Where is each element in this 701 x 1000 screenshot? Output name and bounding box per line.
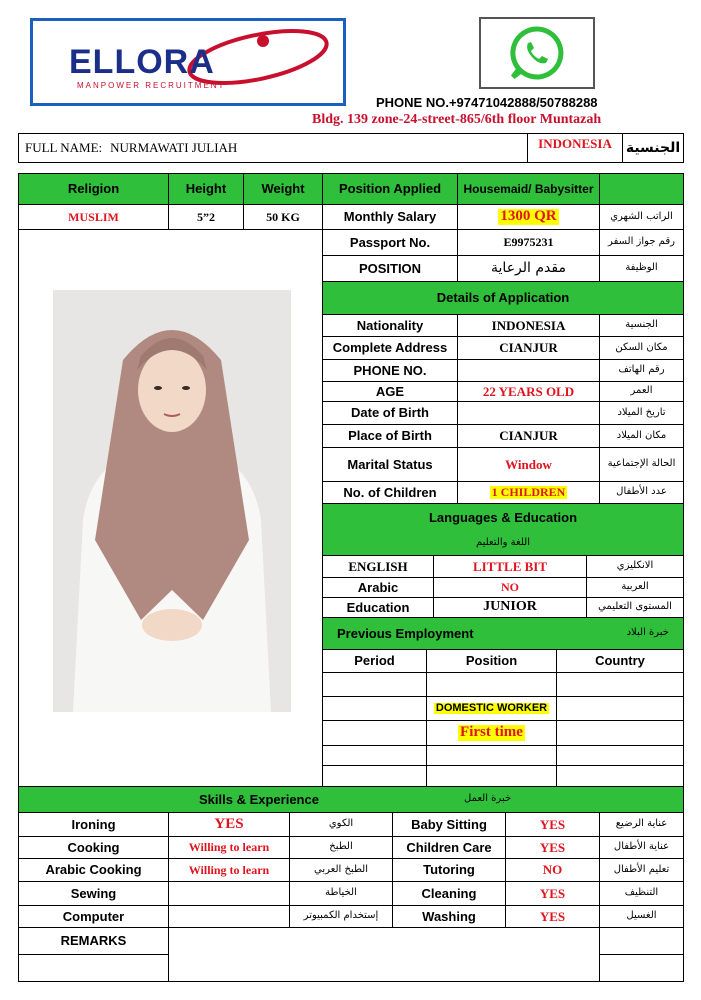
header-height: Height [168, 173, 244, 205]
marital-ar: الحالة الإجتماعية [599, 447, 684, 482]
skill-babysitting-ar: عناية الرضيع [599, 812, 684, 837]
skill-cleaning-label: Cleaning [392, 881, 506, 906]
employment-col-period: Period [322, 649, 427, 673]
religion-value: MUSLIM [18, 204, 169, 230]
passport-value: E9975231 [457, 229, 600, 256]
employment-col-position: Position [426, 649, 557, 673]
remarks-input[interactable] [168, 927, 600, 982]
employment-cell [322, 720, 427, 746]
skill-ironing-label: Ironing [18, 812, 169, 837]
english-value: LITTLE BIT [433, 555, 587, 578]
employment-heading: Previous Employment [337, 625, 474, 641]
full-name-label: FULL NAME: [25, 140, 103, 156]
remarks-cell [18, 954, 169, 982]
children-ar: عدد الأطفال [599, 481, 684, 504]
salary-label: Monthly Salary [322, 204, 458, 230]
salary-cell [457, 204, 600, 230]
weight-value: 50 KG [243, 204, 323, 230]
phone-value [457, 359, 600, 382]
skill-washing-label: Washing [392, 905, 506, 928]
skill-childcare-value: YES [505, 836, 600, 859]
employment-position-value: DOMESTIC WORKER [435, 701, 548, 714]
birthplace-ar: مكان الميلاد [599, 424, 684, 448]
skill-cleaning-ar: التنظيف [599, 881, 684, 906]
skill-arabic-cooking-label: Arabic Cooking [18, 858, 169, 882]
employment-cell [556, 720, 684, 746]
skill-cooking-label: Cooking [18, 836, 169, 859]
employment-cell [322, 696, 427, 721]
full-name-row [18, 133, 528, 163]
header-religion: Religion [18, 173, 169, 205]
skill-ironing-ar: الكوي [289, 812, 393, 837]
header-weight: Weight [243, 173, 323, 205]
skill-tutoring-label: Tutoring [392, 858, 506, 882]
employment-cell [556, 696, 684, 721]
children-label: No. of Children [322, 481, 458, 504]
brand-name: ELLORA [69, 43, 215, 81]
nationality-ar: الجنسية [599, 314, 684, 337]
employment-position-cell [426, 696, 557, 721]
skill-childcare-label: Children Care [392, 836, 506, 859]
birthplace-label: Place of Birth [322, 424, 458, 448]
employment-cell [556, 672, 684, 697]
remarks-cell [599, 954, 684, 982]
skill-computer-label: Computer [18, 905, 169, 928]
languages-heading-ar: اللغة والتعليم [476, 536, 530, 548]
employment-cell [426, 672, 557, 697]
remarks-cell [599, 927, 684, 955]
skill-cooking-value: Willing to learn [168, 836, 290, 859]
skill-washing-ar: الغسيل [599, 905, 684, 928]
skill-childcare-ar: عناية الأطفال [599, 836, 684, 859]
arabic-label: Arabic [322, 577, 434, 598]
nationality-top-ar: الجنسية [622, 133, 684, 163]
position-value: مقدم الرعاية [457, 255, 600, 282]
nationality-top: INDONESIA [527, 133, 623, 163]
skill-sewing-label: Sewing [18, 881, 169, 906]
skill-tutoring-value: NO [505, 858, 600, 882]
nationality-value: INDONESIA [457, 314, 600, 337]
height-value: 5”2 [168, 204, 244, 230]
skills-heading: Skills & Experience [199, 791, 319, 807]
skills-heading-ar: خبرة العمل [464, 793, 512, 805]
languages-heading-box [322, 503, 684, 556]
whatsapp-icon [507, 25, 567, 81]
remarks-label: REMARKS [18, 927, 169, 955]
phone-ar: رقم الهاتف [599, 359, 684, 382]
skill-computer-value [168, 905, 290, 928]
employment-heading-box [322, 617, 684, 650]
full-name-value: NURMAWATI JULIAH [110, 140, 238, 156]
arabic-value: NO [433, 577, 587, 598]
salary-value: 1300 QR [500, 208, 557, 225]
skill-babysitting-value: YES [505, 812, 600, 837]
age-ar: العمر [599, 381, 684, 402]
employment-cell [322, 745, 427, 766]
employment-cell [556, 745, 684, 766]
skill-arabic-cooking-ar: الطبخ العربي [289, 858, 393, 882]
position-ar: الوظيفة [599, 255, 684, 282]
dob-label: Date of Birth [322, 401, 458, 425]
skill-tutoring-ar: تعليم الأطفال [599, 858, 684, 882]
marital-label: Marital Status [322, 447, 458, 482]
employment-cell [426, 745, 557, 766]
education-ar: المستوى التعليمي [586, 597, 684, 618]
passport-label: Passport No. [322, 229, 458, 256]
candidate-photo [53, 290, 291, 712]
arabic-ar: العربية [586, 577, 684, 598]
position-applied-value: Housemaid/ Babysitter [457, 173, 600, 205]
address-value: CIANJUR [457, 336, 600, 360]
age-value: 22 YEARS OLD [457, 381, 600, 402]
employment-cell [426, 765, 557, 787]
passport-ar: رقم جواز السفر [599, 229, 684, 256]
dob-ar: تاريخ الميلاد [599, 401, 684, 425]
employment-cell [322, 765, 427, 787]
children-value: 1 CHILDREN [491, 485, 566, 500]
skill-cooking-ar: الطبخ [289, 836, 393, 859]
education-value: JUNIOR [433, 597, 587, 618]
header-empty [599, 173, 684, 205]
employment-cell [556, 765, 684, 787]
employment-heading-ar: خبرة البلاد [626, 627, 669, 639]
address-ar: مكان السكن [599, 336, 684, 360]
children-cell [457, 481, 600, 504]
logo [30, 18, 346, 106]
languages-heading: Languages & Education [428, 509, 578, 525]
skill-computer-ar: إستخدام الكمبيوتر [289, 905, 393, 928]
skills-heading-box [18, 786, 684, 813]
age-label: AGE [322, 381, 458, 402]
skill-babysitting-label: Baby Sitting [392, 812, 506, 837]
skill-cleaning-value: YES [505, 881, 600, 906]
dob-value [457, 401, 600, 425]
details-heading: Details of Application [322, 281, 684, 315]
header-position-applied: Position Applied [322, 173, 458, 205]
employment-note-cell [426, 720, 557, 746]
education-label: Education [322, 597, 434, 618]
skill-arabic-cooking-value: Willing to learn [168, 858, 290, 882]
skill-sewing-value [168, 881, 290, 906]
employment-cell [322, 672, 427, 697]
marital-value: Window [457, 447, 600, 482]
phone-label: PHONE NO. [322, 359, 458, 382]
salary-ar: الراتب الشهري [599, 204, 684, 230]
phone-header: PHONE NO.+97471042888/50788288 [376, 95, 598, 110]
english-label: ENGLISH [322, 555, 434, 578]
skill-sewing-ar: الخياطة [289, 881, 393, 906]
nationality-label: Nationality [322, 314, 458, 337]
employment-note: First time [460, 724, 523, 741]
skill-washing-value: YES [505, 905, 600, 928]
person-photo-icon [53, 290, 291, 712]
address-label: Complete Address [322, 336, 458, 360]
whatsapp-badge[interactable] [479, 17, 595, 89]
english-ar: الانكليزي [586, 555, 684, 578]
employment-col-country: Country [556, 649, 684, 673]
address-header: Bldg. 139 zone-24-street-865/6th floor Muntazah [312, 112, 602, 127]
position-label: POSITION [322, 255, 458, 282]
brand-subtitle: MANPOWER RECRUITMENT [77, 81, 226, 90]
birthplace-value: CIANJUR [457, 424, 600, 448]
skill-ironing-value: YES [168, 812, 290, 837]
